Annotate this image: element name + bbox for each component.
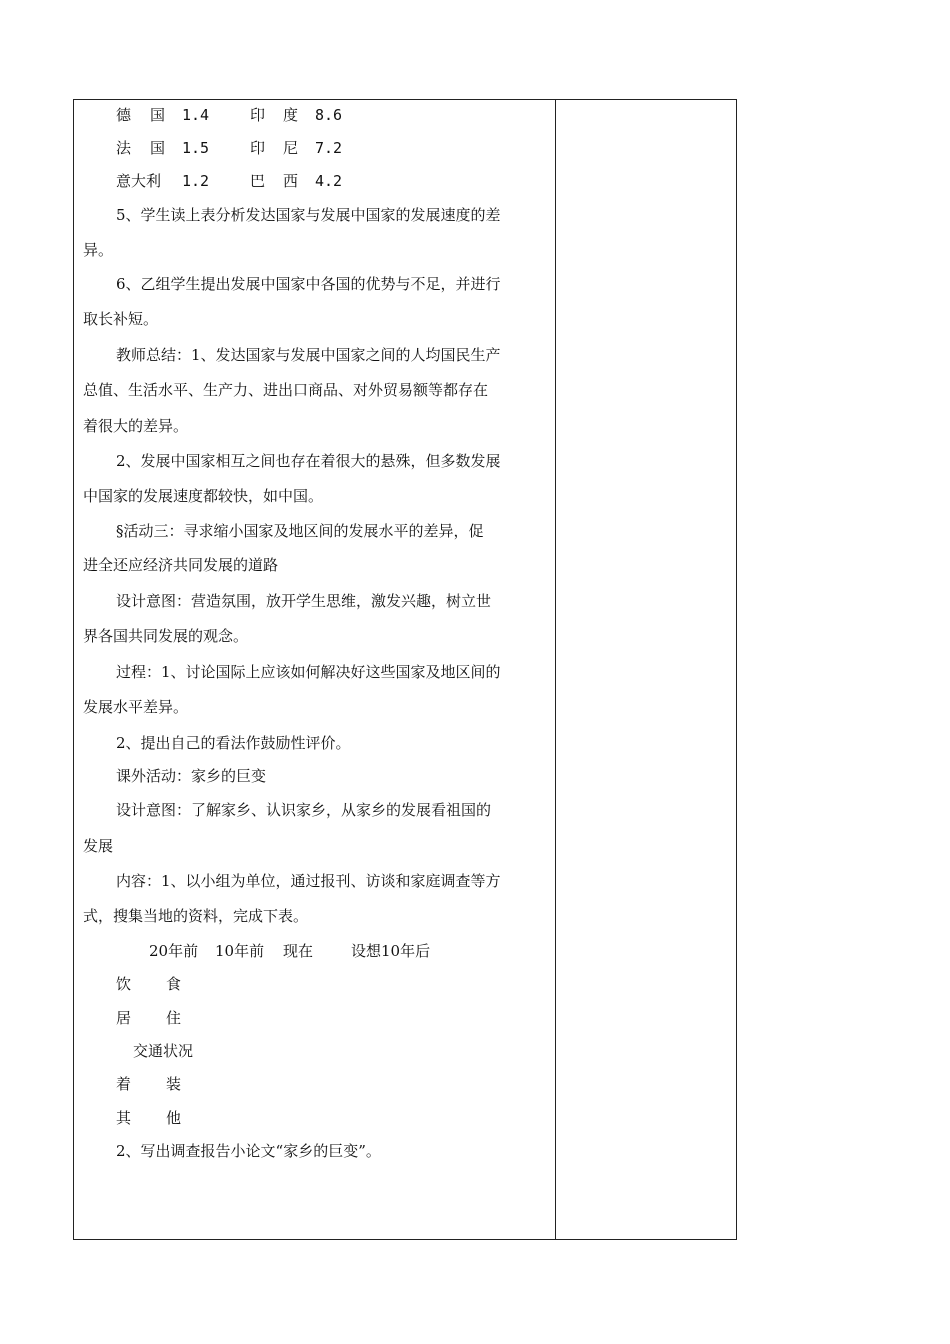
process-point-2: 2、提出自己的看法作鼓励性评价。: [116, 734, 351, 752]
teacher-summary-cont: 总值、生活水平、生产力、进出口商品、对外贸易额等都存在: [83, 381, 489, 399]
stats-row: 法 国 1.5 印 尼 7.2: [116, 139, 343, 157]
teacher-summary-cont: 着很大的差异。: [83, 417, 189, 435]
teacher-summary: 教师总结：1、发达国家与发展中国家之间的人均国民生产: [116, 346, 501, 364]
survey-row: 居 住: [116, 1009, 182, 1027]
survey-row: 交通状况: [133, 1042, 194, 1060]
stats-row: 德 国 1.4 印 度 8.6: [116, 106, 343, 124]
final-task: 2、写出调查报告小论文“家乡的巨变”。: [116, 1142, 381, 1160]
activity-3-heading: §活动三：寻求缩小国家及地区间的发展水平的差异，促: [116, 522, 484, 540]
survey-row: 饮 食: [116, 975, 182, 993]
column-divider: [555, 99, 556, 1240]
design-intent: 设计意图：营造氛围，放开学生思维，激发兴趣，树立世: [116, 592, 492, 610]
paragraph-6: 6、乙组学生提出发展中国家中各国的优势与不足，并进行: [116, 275, 501, 293]
survey-row: 其 他: [116, 1109, 182, 1127]
summary-point-2: 2、发展中国家相互之间也存在着很大的悬殊，但多数发展: [116, 452, 501, 470]
content-instructions: 内容：1、以小组为单位，通过报刊、访谈和家庭调查等方: [116, 872, 501, 890]
process: 过程：1、讨论国际上应该如何解决好这些国家及地区间的: [116, 663, 501, 681]
design-intent-cont: 界各国共同发展的观念。: [83, 627, 249, 645]
survey-row: 着 装: [116, 1075, 182, 1093]
paragraph-6-cont: 取长补短。: [83, 310, 159, 328]
survey-header: 20年前 10年前 现在 设想10年后: [149, 942, 431, 960]
design-intent-2-cont: 发展: [83, 837, 114, 855]
extra-activity: 课外活动：家乡的巨变: [116, 767, 267, 785]
process-cont: 发展水平差异。: [83, 698, 189, 716]
paragraph-5: 5、学生读上表分析发达国家与发展中国家的发展速度的差: [116, 206, 501, 224]
paragraph-5-cont: 异。: [83, 241, 114, 259]
stats-row: 意大利 1.2 巴 西 4.2: [116, 172, 343, 190]
summary-point-2-cont: 中国家的发展速度都较快，如中国。: [83, 487, 324, 505]
content-instructions-cont: 式，搜集当地的资料，完成下表。: [83, 907, 309, 925]
design-intent-2: 设计意图：了解家乡、认识家乡，从家乡的发展看祖国的: [116, 801, 492, 819]
activity-3-heading-cont: 进全还应经济共同发展的道路: [83, 556, 279, 574]
